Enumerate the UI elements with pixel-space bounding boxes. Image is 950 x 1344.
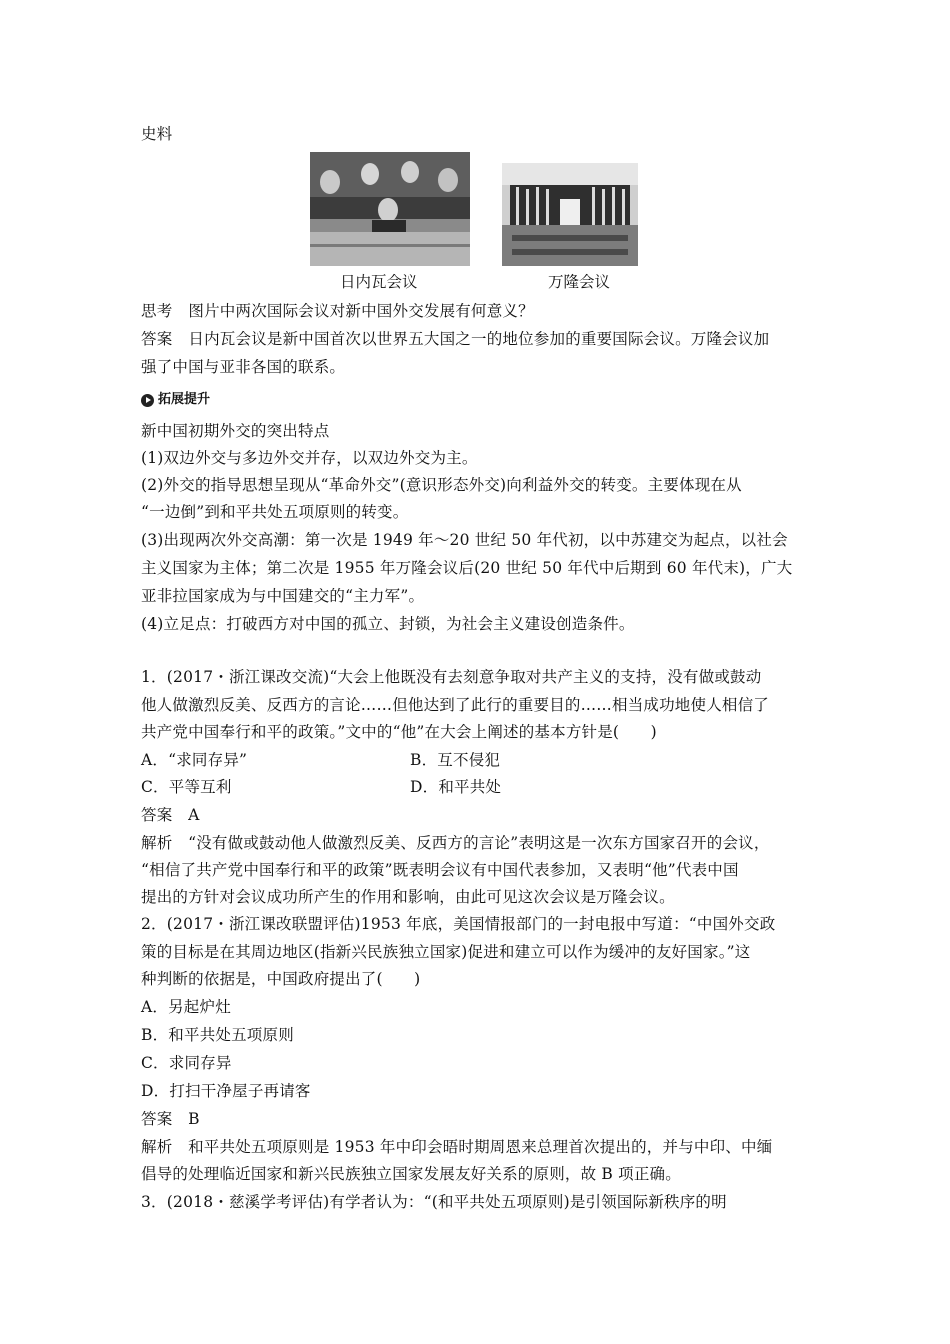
q2-stem-line: 2．(2017・浙江课改联盟评估)1953 年底，美国情报部门的一封电报中写道：“中国外交政: [141, 915, 776, 933]
figure-caption-geneva: 日内瓦会议: [340, 273, 418, 291]
feature-line: 主义国家为主体；第二次是 1955 年万隆会议后(20 世纪 50 年代中后期到 60 年代末)，广大: [141, 559, 793, 577]
feature-line: (1)双边外交与多边外交并存，以双边外交为主。: [141, 449, 478, 467]
q1-answer: 答案 A: [141, 806, 200, 824]
think-question: [141, 301, 534, 321]
q3-stem-line: 3．(2018・慈溪学考评估)有学者认为：“(和平共处五项原则)是引领国际新秩序的明: [141, 1193, 727, 1211]
section-heading: [141, 391, 210, 409]
q2-stem-line: 策的目标是在其周边地区(指新兴民族独立国家)促进和建立可以作为缓冲的友好国家。”这: [141, 943, 751, 961]
q1-analysis-line: 解析 “没有做或鼓动他人做激烈反美、反西方的言论”表明这是一次东方国家召开的会议，: [141, 834, 770, 852]
section-title: 拓展提升: [158, 392, 211, 407]
answer-intro-line2: 强了中国与亚非各国的联系。: [141, 358, 346, 376]
q1-stem-line: 共产党中国奉行和平的政策。”文中的“他”在大会上阐述的基本方针是( ): [141, 723, 657, 741]
q1-analysis-line: 提出的方针对会议成功所产生的作用和影响，由此可见这次会议是万隆会议。: [141, 888, 675, 906]
q2-option-d: D．打扫干净屋子再请客: [141, 1082, 311, 1100]
feature-line: (3)出现两次外交高潮：第一次是 1949 年～20 世纪 50 年代初，以中苏建交为起点，以社会: [141, 531, 788, 549]
geneva-conference-photo: [310, 152, 470, 266]
think-prefix: 思考: [141, 302, 173, 320]
q2-option-c: C．求同存异: [141, 1054, 232, 1072]
q1-option-a: A．“求同存异”: [141, 751, 248, 769]
feature-line: (2)外交的指导思想呈现从“革命外交”(意识形态外交)向利益外交的转变。主要体现在从: [141, 476, 742, 494]
q2-stem-line: 种判断的依据是，中国政府提出了( ): [141, 970, 421, 988]
q2-analysis-line: 倡导的处理临近国家和新兴民族独立国家发展友好关系的原则，故 B 项正确。: [141, 1165, 681, 1183]
q1-option-c: C．平等互利: [141, 778, 232, 796]
q1-analysis-line: “相信了共产党中国奉行和平的政策”既表明会议有中国代表参加，又表明“他”代表中国: [141, 861, 739, 879]
figure-caption-bandung: 万隆会议: [548, 273, 611, 291]
q2-option-a: A．另起炉灶: [141, 998, 231, 1016]
q2-answer: 答案 B: [141, 1110, 200, 1128]
q1-option-b: B．互不侵犯: [410, 751, 501, 769]
bandung-conference-photo: [502, 163, 638, 266]
feature-line: 亚非拉国家成为与中国建交的“主力军”。: [141, 587, 425, 605]
feature-line: “一边倒”到和平共处五项原则的转变。: [141, 503, 409, 521]
features-title: 新中国初期外交的突出特点: [141, 422, 330, 440]
answer-prefix: 答案: [141, 330, 173, 348]
q2-analysis-line: 解析 和平共处五项原则是 1953 年中印会晤时期周恩来总理首次提出的，并与中印、中缅: [141, 1138, 773, 1156]
think-text: 图片中两次国际会议对新中国外交发展有何意义？: [188, 302, 534, 320]
q1-stem-line: 他人做激烈反美、反西方的言论……但他达到了此行的重要目的……相当成功地使人相信了: [141, 696, 770, 714]
q1-stem-line: 1．(2017・浙江课改交流)“大会上他既没有去刻意争取对共产主义的支持，没有做或鼓动: [141, 668, 762, 686]
feature-line: (4)立足点：打破西方对中国的孤立、封锁，为社会主义建设创造条件。: [141, 615, 635, 633]
q1-option-d: D．和平共处: [410, 778, 502, 796]
answer-intro-line1: 答案 日内瓦会议是新中国首次以世界五大国之一的地位参加的重要国际会议。万隆会议加: [141, 330, 770, 348]
source-label: 史料: [141, 125, 173, 143]
play-circle-icon: [141, 394, 154, 407]
q2-option-b: B．和平共处五项原则: [141, 1026, 294, 1044]
